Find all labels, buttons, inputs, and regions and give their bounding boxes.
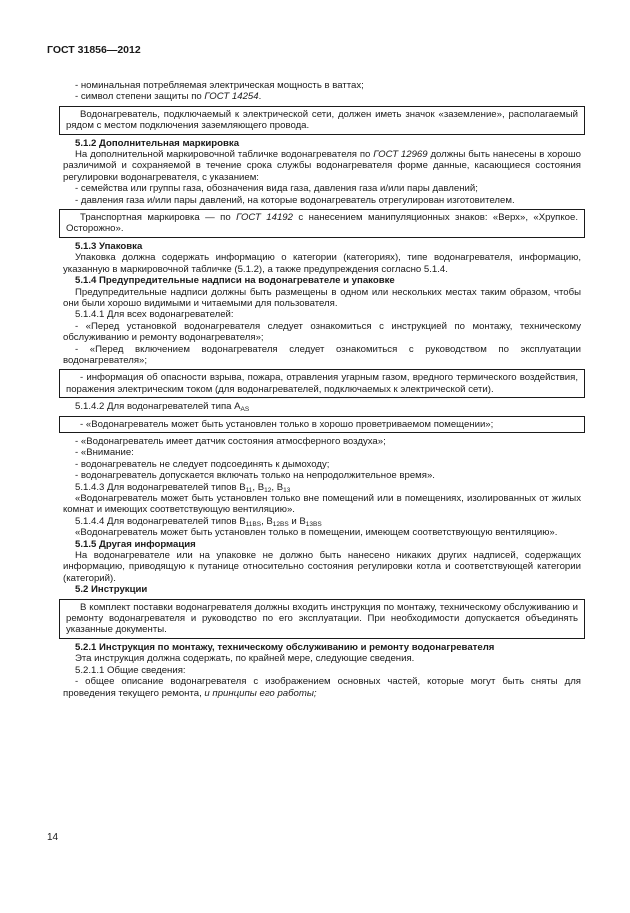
section-heading: 5.1.2 Дополнительная маркировка bbox=[75, 137, 240, 149]
list-item: - «Внимание: bbox=[75, 447, 134, 459]
paragraph: 5.1.4.1 Для всех водонагревателей: bbox=[75, 309, 234, 321]
list-item: - водонагреватель не следует подсоединять к дымоходу; bbox=[75, 458, 330, 470]
standard-header: ГОСТ 31856—2012 bbox=[47, 44, 141, 56]
list-item: - семейства или группы газа, обозначения вида газа, давления газа и/или пары давлений; bbox=[75, 183, 478, 195]
boxed-note: - информация об опасности взрыва, пожара, отравления угарным газом, вредного термического воздействия, поражения электрическим током (для водонагревателей, подключаемых к электрической сети). bbox=[59, 369, 585, 398]
list-item: - общее описание водонагревателя с изображением основных частей, которые могут быть сняты для проведения текущего ремонта, и принципы его работы; bbox=[63, 676, 581, 699]
paragraph: 5.2.1.1 Общие сведения: bbox=[75, 664, 186, 676]
section-heading: 5.1.5 Другая информация bbox=[75, 538, 196, 550]
boxed-note: Транспортная маркировка — по ГОСТ 14192 с нанесением манипуляционных знаков: «Верх», «Хрупкое. Осторожно». bbox=[59, 209, 585, 238]
section-heading: 5.1.4 Предупредительные надписи на водонагревателе и упаковке bbox=[75, 275, 395, 287]
standard-reference: ГОСТ 14192 bbox=[236, 212, 293, 224]
page-number: 14 bbox=[47, 832, 59, 843]
boxed-note: В комплект поставки водонагревателя должны входить инструкция по монтажу, техническому обслуживанию и ремонту водонагревателя и руководство по его эксплуатации. При необходимости допускается объединять указанные документы. bbox=[59, 599, 585, 639]
list-item: - «Перед установкой водонагревателя следует ознакомиться с инструкцией по монтажу, техническому обслуживанию и ремонту водонагревателя»; bbox=[63, 320, 581, 344]
paragraph: На дополнительной маркировочной табличке водонагревателя по ГОСТ 12969 должны быть нанесены в хорошо различимой и сохраняемой в течение срока службы водонагревателя форме данные, касающиеся состояния регулировки водонагревателя, с указанием: bbox=[63, 149, 581, 183]
standard-reference: ГОСТ 14254 bbox=[204, 91, 259, 103]
standard-reference: ГОСТ 12969 bbox=[373, 149, 428, 161]
paragraph: 5.1.4.3 Для водонагревателей типов $B_{11}$, $B_{12}$, $B_{13}$ bbox=[75, 481, 291, 494]
paragraph: Эта инструкция должна содержать, по крайней мере, следующие сведения. bbox=[75, 653, 415, 665]
paragraph: 5.1.4.2 Для водонагревателей типа $A_{AS}$ bbox=[75, 401, 250, 414]
boxed-note: - «Водонагреватель может быть установлен только в хорошо проветриваемом помещении»; bbox=[59, 416, 585, 433]
paragraph: «Водонагреватель может быть установлен только вне помещений или в помещениях, изолированных от жилых комнат и имеющих соответствующую вентиляцию». bbox=[63, 493, 581, 516]
paragraph: На водонагревателе или на упаковке не должно быть нанесено никаких других надписей, содержащих информацию, приводящую к путанице относительно состояния регулировки котла и соответствующей категории (категорий). bbox=[63, 550, 581, 584]
list-item: - «Водонагреватель имеет датчик состояния атмосферного воздуха»; bbox=[75, 435, 386, 447]
list-item: - номинальная потребляемая электрическая мощность в ваттах; bbox=[75, 80, 364, 91]
section-heading: 5.2.1 Инструкция по монтажу, техническому обслуживанию и ремонту водонагревателя bbox=[75, 641, 495, 653]
section-heading: 5.1.3 Упаковка bbox=[75, 240, 143, 252]
paragraph: «Водонагреватель может быть установлен только в помещении, имеющем соответствующую вентиляцию». bbox=[75, 527, 558, 539]
list-item: - «Перед включением водонагревателя следует ознакомиться с руководством по эксплуатации водонагревателя»; bbox=[63, 343, 581, 366]
paragraph: 5.1.4.4 Для водонагревателей типов $B_{11BS}$, $B_{12BS}$ и $B_{13BS}$ bbox=[75, 515, 322, 528]
paragraph: Предупредительные надписи должны быть размещены в одном или нескольких местах таким образом, чтобы они были хорошо видимыми и читаемыми для пользователя. bbox=[63, 286, 581, 309]
section-heading: 5.2 Инструкции bbox=[75, 584, 148, 596]
list-item: - символ степени защиты по ГОСТ 14254. bbox=[75, 91, 262, 103]
document-body bbox=[63, 80, 581, 699]
paragraph: Упаковка должна содержать информацию о категории (категориях), типе водонагревателя, информацию, указанную в маркировочной табличке (5.1.2), а также предупреждения согласно 5.1.4. bbox=[63, 252, 581, 275]
list-item: - давления газа и/или пары давлений, на которые водонагреватель отрегулирован изготовителем. bbox=[75, 194, 515, 206]
list-item: - водонагреватель допускается включать только на непродолжительное время». bbox=[75, 470, 435, 482]
boxed-note: Водонагреватель, подключаемый к электрической сети, должен иметь значок «заземление», располагаемый рядом с местом подключения заземляющего провода. bbox=[59, 106, 585, 135]
